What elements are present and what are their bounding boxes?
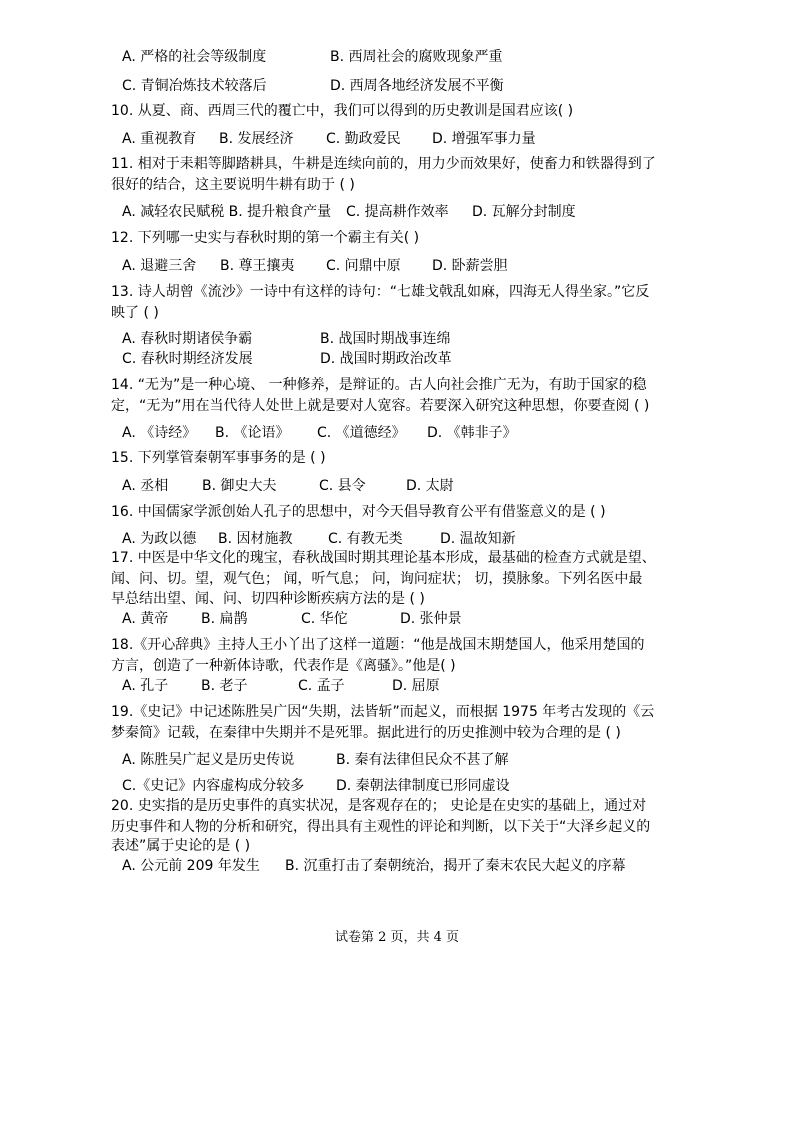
q15-stem: 15. 下列掌管秦朝军事事务的是 ( ) [111, 450, 326, 466]
q18-option-b: B. 老子 [201, 678, 248, 694]
q18-stem-line-1: 18.《开心辞典》主持人王小丫出了这样一道题：“他是战国末期楚国人，他采用楚国的 [111, 637, 645, 653]
q20-option-b: B. 沉重打击了秦朝统治，揭开了秦末农民大起义的序幕 [285, 858, 626, 874]
q12-option-a: A. 退避三舍 [122, 258, 197, 274]
q9-option-c: C. 青铜冶炼技术较落后 [122, 78, 267, 94]
q12-stem: 12. 下列哪一史实与春秋时期的第一个霸主有关( ) [111, 230, 420, 246]
q17-stem-line-2: 闻、问、切。望，观气色； 闻，听气息； 问，询问症状； 切，摸脉象。下列名医中最 [111, 571, 643, 587]
q19-option-b: B. 秦有法律但民众不甚了解 [336, 752, 509, 768]
q18-option-c: C. 孟子 [298, 678, 345, 694]
q11-option-ab: A. 减轻农民赋税 B. 提升粮食产量 [122, 204, 332, 220]
q17-stem-line-3: 早总结出望、闻、问、切四种诊断疾病方法的是 ( ) [111, 591, 425, 607]
q20-stem-line-2: 历史事件和人物的分析和研究，得出具有主观性的评论和判断，以下关于“大泽乡起义的 [111, 819, 651, 835]
q17-option-a: A. 黄帝 [122, 611, 169, 627]
q12-option-d: D. 卧薪尝胆 [432, 258, 508, 274]
q14-option-d: D. 《韩非子》 [427, 425, 517, 441]
page-footer: 试卷第 2 页，共 4 页 [334, 930, 460, 945]
q19-stem-line-1: 19.《史记》中记述陈胜吴广因“失期，法皆斩”而起义，而根据 1975 年考古发现的《云 [111, 704, 655, 720]
q12-option-c: C. 问鼎中原 [326, 258, 401, 274]
q18-stem-line-2: 方言，创造了一种新体诗歌，代表作是《离骚》。”他是( ) [111, 658, 456, 674]
q15-option-a: A. 丞相 [122, 478, 169, 494]
q19-option-d: D. 秦朝法律制度已形同虚设 [336, 778, 510, 794]
q10-stem: 10. 从夏、商、西周三代的覆亡中，我们可以得到的历史教训是国君应该( ) [111, 103, 574, 119]
q14-option-a: A. 《诗经》 [122, 425, 197, 441]
q13-option-b: B. 战国时期战事连绵 [320, 331, 451, 347]
q11-stem-line-1: 11. 相对于耒耜等脚踏耕具，牛耕是连续向前的，用力少而效果好，使畜力和铁器得到了 [111, 156, 656, 172]
q14-option-c: C. 《道德经》 [317, 425, 406, 441]
q10-option-b: B. 发展经济 [219, 131, 294, 147]
q10-option-c: C. 勤政爱民 [326, 131, 401, 147]
q17-option-c: C. 华佗 [301, 611, 348, 627]
q13-option-c: C. 春秋时期经济发展 [122, 351, 253, 367]
q20-stem-line-1: 20. 史实指的是历史事件的真实状况，是客观存在的； 史论是在史实的基础上，通过对 [111, 798, 647, 814]
q10-option-a: A. 重视教育 [122, 131, 197, 147]
q12-option-b: B. 尊王攘夷 [220, 258, 295, 274]
q16-option-d: D. 温故知新 [440, 531, 516, 547]
q14-option-b: B. 《论语》 [215, 425, 290, 441]
q13-option-d: D. 战国时期政治改革 [320, 351, 452, 367]
q13-stem-line-1: 13. 诗人胡曾《流沙》一诗中有这样的诗句：“七雄戈戟乱如麻，四海无人得坐家。”它反 [111, 284, 650, 300]
q11-stem-line-2: 很好的结合，这主要说明牛耕有助于 ( ) [111, 177, 355, 193]
q11-option-c: C. 提高耕作效率 [346, 204, 449, 220]
q14-stem-line-2: 定，“无为”用在当代待人处世上就是要对人宽容。若要深入研究这种思想，你要查阅 ( ) [111, 398, 650, 414]
q11-option-d: D. 瓦解分封制度 [472, 204, 576, 220]
q20-stem-line-3: 表述”属于史论的是 ( ) [111, 838, 251, 854]
q19-option-c: C.《史记》内容虚构成分较多 [122, 778, 305, 794]
q9-option-a: A. 严格的社会等级制度 [122, 49, 267, 65]
q15-option-b: B. 御史大夫 [202, 478, 277, 494]
q19-option-a: A. 陈胜吴广起义是历史传说 [122, 752, 295, 768]
q16-stem: 16. 中国儒家学派创始人孔子的思想中，对今天倡导教育公平有借鉴意义的是 ( ) [111, 504, 606, 520]
q17-stem-line-1: 17. 中医是中华文化的瑰宝，春秋战国时期其理论基本形成，最基础的检查方式就是望、 [111, 550, 656, 566]
q9-option-b: B. 西周社会的腐败现象严重 [330, 49, 503, 65]
q13-stem-line-2: 映了 ( ) [111, 305, 159, 321]
q15-option-c: C. 县令 [319, 478, 366, 494]
q10-option-d: D. 增强军事力量 [432, 131, 536, 147]
q20-option-a: A. 公元前 209 年发生 [122, 858, 260, 874]
q15-option-d: D. 太尉 [406, 478, 454, 494]
q16-option-b: B. 因材施教 [218, 531, 293, 547]
q16-option-c: C. 有教无类 [328, 531, 403, 547]
q17-option-d: D. 张仲景 [400, 611, 462, 627]
q13-option-a: A. 春秋时期诸侯争霸 [122, 331, 253, 347]
q18-option-d: D. 屈原 [392, 678, 440, 694]
q18-option-a: A. 孔子 [122, 678, 169, 694]
q17-option-b: B. 扁鹊 [201, 611, 248, 627]
q16-option-a: A. 为政以德 [122, 531, 197, 547]
q9-option-d: D. 西周各地经济发展不平衡 [330, 78, 504, 94]
q14-stem-line-1: 14. “无为”是一种心境、 一种修养，是辩证的。古人向社会推广无为，有助于国家的稳 [111, 377, 647, 393]
q19-stem-line-2: 梦秦简》记载，在秦律中失期并不是死罪。据此进行的历史推测中较为合理的是 ( ) [111, 725, 621, 741]
